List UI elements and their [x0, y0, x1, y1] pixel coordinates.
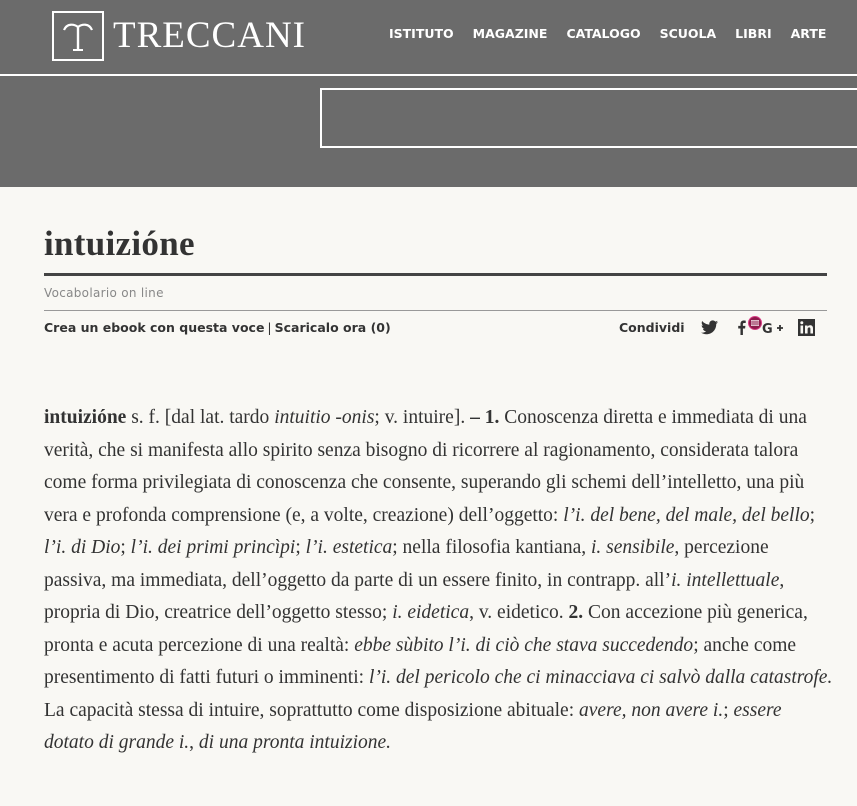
- definition-segment: , percezione passiva, ma immediata, dell’oggetto da parte di un essere finito, in contrapp. all’: [44, 537, 769, 591]
- definition-segment: La capacità stessa di intuire, soprattutto come disposizione abituale:: [44, 699, 580, 721]
- definition-example: l’i. estetica: [305, 537, 393, 558]
- create-ebook-link[interactable]: Crea un ebook con questa voce: [44, 320, 265, 335]
- definition-segment: ;: [809, 504, 816, 526]
- facebook-icon[interactable]: [737, 320, 746, 335]
- definition-segment: ; nella filosofia kantiana,: [392, 537, 591, 558]
- definition-example: i. sensibile: [591, 537, 675, 558]
- divider: [44, 310, 827, 311]
- treccani-emblem-icon: [52, 11, 104, 61]
- nav-magazine[interactable]: MAGAZINE: [472, 26, 548, 41]
- share-label: Condividi: [619, 320, 685, 335]
- definition-bold: 2.: [568, 602, 584, 623]
- definition-text: [44, 402, 834, 760]
- definition-segment: ;: [295, 537, 306, 558]
- definition-segment: ; v. intuire].: [374, 407, 471, 428]
- definition-bold: intuizióne: [44, 407, 127, 428]
- search-band: [0, 76, 857, 187]
- definition-segment: s. f. [dal lat. tardo: [126, 407, 275, 428]
- google-plus-icon[interactable]: [762, 321, 784, 335]
- linkedin-icon[interactable]: [798, 319, 815, 336]
- definition-example: intuitio -onis: [274, 407, 375, 428]
- top-navigation-bar: [0, 0, 857, 74]
- search-input[interactable]: [320, 88, 857, 148]
- nav-libri[interactable]: LIBRI: [735, 26, 772, 41]
- definition-example: i. eidetica: [392, 602, 470, 623]
- definition-example: l’i. del bene, del male, del bello: [563, 504, 810, 526]
- nav-catalogo[interactable]: CATALOGO: [566, 26, 641, 41]
- definition-example: l’i. del pericolo che ci minacciava ci salvò dalla catastrofe.: [368, 667, 833, 688]
- definition-segment: Con accezione più generica, pronta e acuta percezione di una realtà:: [44, 602, 808, 656]
- nav-istituto[interactable]: ISTITUTO: [389, 26, 454, 41]
- ebook-bar: [44, 320, 391, 335]
- definition-segment: Conoscenza diretta e immediata di una verità, che si manifesta allo spirito senza bisogno di ricorrere al ragionamento, considerata talora come forma privilegiata di conoscenza che consente, superando gli schemi dell’intelletto, una più vera e profonda comprensione (e, a volte, creazione) dell’oggetto:: [44, 407, 807, 526]
- definition-segment: ;: [723, 699, 734, 721]
- svg-text:G: G: [761, 321, 773, 335]
- notification-badge-icon: [748, 316, 762, 330]
- main-nav: [389, 26, 845, 41]
- download-label: Scaricalo ora: [274, 320, 367, 335]
- definition-segment: ; anche come presentimento di fatti futuri o imminenti:: [44, 634, 797, 688]
- definition-example: di una pronta intuizione.: [198, 732, 392, 753]
- nav-arte[interactable]: ARTE: [790, 26, 827, 41]
- logo-text: TRECCANI: [113, 15, 306, 56]
- download-link[interactable]: [275, 320, 391, 335]
- definition-bold: – 1.: [470, 407, 500, 428]
- separator: |: [267, 320, 272, 335]
- definition-example: avere, non avere i.: [579, 699, 724, 721]
- definition-example: l’i. dei primi princìpi: [130, 537, 296, 558]
- treccani-logo[interactable]: [52, 11, 306, 61]
- download-count: (0): [370, 320, 391, 335]
- title-underline: [44, 273, 827, 276]
- source-label: Vocabolario on line: [44, 286, 164, 300]
- definition-segment: ;: [120, 537, 131, 558]
- nav-scuola[interactable]: SCUOLA: [659, 26, 717, 41]
- definition-example: l’i. di Dio: [44, 537, 121, 558]
- definition-segment: , propria di Dio, creatrice dell’oggetto stesso;: [44, 569, 785, 623]
- definition-segment: , v. eidetico.: [469, 602, 569, 623]
- share-bar: [619, 319, 815, 336]
- definition-example: ebbe sùbito l’i. di ciò che stava succedendo: [354, 634, 694, 656]
- twitter-icon[interactable]: [701, 320, 718, 335]
- definition-example: essere dotato di grande i.: [44, 699, 782, 753]
- definition-example: i. intellettuale: [671, 569, 780, 591]
- page-title: intuizióne: [44, 224, 195, 263]
- definition-segment: ,: [189, 732, 199, 753]
